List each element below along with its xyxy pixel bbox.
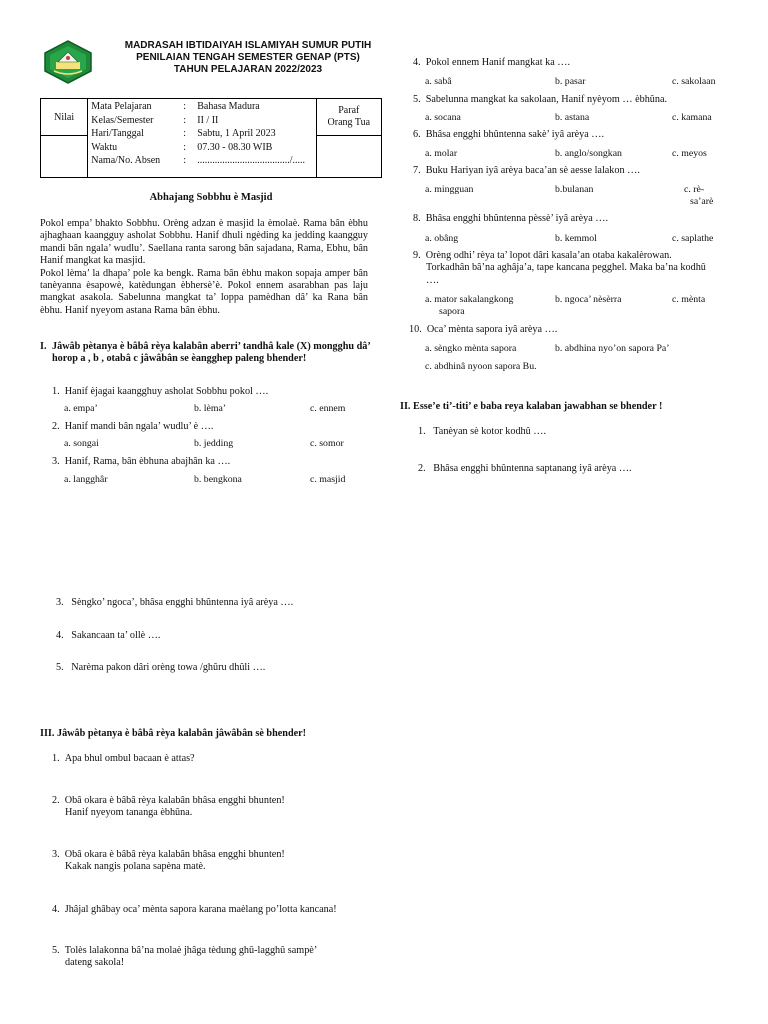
s1-q10-option-c[interactable]: c. abdhinâ nyoon sapora Bu.: [425, 361, 537, 372]
info-row-name: Nama/No. Absen : ...................................../.....: [88, 154, 315, 168]
s1-q10: 10. Oca’ mènta sapora iyâ arèya ….: [409, 324, 558, 335]
s1-q9: 9. Orèng odhi’ rèya ta’ lopot dâri kasala’an otaba kakalèrowan. Torkadhân bâ’na aghâja’a, tape kancana pegghel. Maka ba’na kodhû ….: [413, 250, 706, 286]
s1-q8-option-b[interactable]: b. kemmol: [555, 233, 597, 244]
s1-q8-option-a[interactable]: a. obâng: [425, 233, 459, 244]
s3-q4[interactable]: 4. Jhâjal ghâbay oca’ mènta sapora karana maèlang po’lotta kancana!: [52, 904, 337, 915]
s1-q1-option-c[interactable]: c. ennem: [310, 403, 346, 414]
section1-number: I.: [40, 341, 47, 352]
school-name: MADRASAH IBTIDAIYAH ISLAMIYAH SUMUR PUTIH: [124, 40, 372, 51]
section3-title: III. Jâwâb pètanya è bâbâ rèya kalabân jâwâbân sè bhender!: [40, 728, 307, 739]
s1-q2-option-c[interactable]: c. somor: [310, 438, 344, 449]
s1-q5-option-c[interactable]: c. kamana: [672, 112, 712, 123]
reading-paragraph-1: Pokol empa’ bhakto Sobbhu. Orèng adzan è masjid la èmolaè. Rama bân èbhu ajhaghaan kaangguy asholat Sobbhu. Hanif dhuli ngèding ka jedding kaangguy mandi bân ngala’ wudlu’. Saellana ranta sarong bân sajadana, Rama, Ebhu, bân Hanif mangkat ka masjid.: [40, 218, 368, 267]
s1-q2-option-b[interactable]: b. jedding: [194, 438, 234, 449]
reading-passage: [40, 218, 368, 317]
s1-q7-option-b[interactable]: b.bulanan: [555, 184, 594, 195]
info-row-time: Waktu : 07.30 - 08.30 WIB: [88, 141, 315, 155]
class-value: II / II: [197, 114, 219, 126]
s2-q1[interactable]: 1. Tanèyan sè kotor kodhû ….: [418, 426, 547, 437]
nilai-label: Nilai: [54, 111, 75, 123]
date-value: Sabtu, 1 April 2023: [197, 128, 276, 139]
s2-q2[interactable]: 2. Bhâsa engghi bhûntenna saptanang iyâ arèya ….: [418, 463, 632, 474]
info-row-subject: Mata Pelajaran : Bahasa Madura: [88, 100, 315, 114]
s1-q6-option-a[interactable]: a. molar: [425, 148, 458, 159]
s1-q1-option-a[interactable]: a. empa’: [64, 403, 98, 414]
name-field[interactable]: ...................................../.....: [197, 155, 306, 166]
s1-q10-option-a[interactable]: a. sèngko mènta sapora: [425, 343, 517, 354]
s1-q2-option-a[interactable]: a. songai: [64, 438, 99, 449]
paraf-signature-box[interactable]: [316, 136, 381, 178]
time-value: 07.30 - 08.30 WIB: [197, 141, 273, 153]
info-row-date: Hari/Tanggal : Sabtu, 1 April 2023: [88, 127, 315, 141]
reading-title: Abhajang Sobbhu è Masjid: [149, 192, 273, 203]
s1-q9-option-c[interactable]: c. mènta: [672, 294, 706, 305]
s1-q5-option-a[interactable]: a. socana: [425, 112, 461, 123]
s1-q2: 2. Hanif mandi bân ngala’ wudlu’ è ….: [52, 421, 214, 432]
s3-q1[interactable]: 1. Apa bhul ombul bacaan è attas?: [52, 753, 195, 764]
s1-q4-option-a[interactable]: a. sabâ: [425, 76, 452, 87]
s1-q3-option-c[interactable]: c. masjid: [310, 474, 346, 485]
s1-q1-option-b[interactable]: b. lèma’: [194, 403, 227, 414]
orang-tua-label: Orang Tua: [327, 117, 371, 128]
s1-q6-option-c[interactable]: c. meyos: [672, 148, 707, 159]
s1-q3: 3. Hanif, Rama, bân èbhuna abajhân ka ….: [52, 456, 231, 467]
s1-q9-option-b[interactable]: b. ngoca’ nèsèrra: [555, 294, 622, 305]
s1-q4-option-b[interactable]: b. pasar: [555, 76, 586, 87]
s3-q2[interactable]: 2. Obâ okara è bâbâ rèya kalabân bhâsa engghi bhunten! Hanif nyeyom tananga èbhûna.: [52, 795, 285, 819]
subject-value: Bahasa Madura: [197, 101, 260, 112]
s3-q3[interactable]: 3. Obâ okara è bâbâ rèya kalabân bhâsa engghi bhunten! Kakak nangis polana sapèna matè.: [52, 849, 285, 873]
s1-q7-option-c[interactable]: c. rè- sa’arè: [684, 184, 714, 207]
s1-q8: 8. Bhâsa engghi bhûntenna pèssè’ iyâ arèya ….: [413, 213, 609, 224]
student-info-table: [40, 98, 382, 178]
s1-q4: 4. Pokol ennem Hanif mangkat ka ….: [413, 57, 571, 68]
s1-q4-option-c[interactable]: c. sakolaan: [672, 76, 716, 87]
paraf-cell: [316, 99, 381, 136]
paraf-label: Paraf: [338, 105, 360, 116]
info-row-class: Kelas/Semester : II / II: [88, 114, 315, 128]
info-rows-cell: [88, 99, 316, 178]
s2-q5[interactable]: 5. Narèma pakon dâri orèng towa /ghûru dhûli ….: [56, 662, 266, 673]
s1-q7-option-a[interactable]: a. mingguan: [425, 184, 474, 195]
s1-q10-option-b[interactable]: b. abdhina nyo’on sapora Pa’: [555, 343, 670, 354]
s2-q3[interactable]: 3. Sèngko’ ngoca’, bhâsa engghi bhûntenna iyâ arèya ….: [56, 597, 294, 608]
s2-q4[interactable]: 4. Sakancaan ta’ ollè ….: [56, 630, 161, 641]
s1-q6-option-b[interactable]: b. anglo/songkan: [555, 148, 622, 159]
reading-paragraph-2: Pokol lèma’ la dhapa’ pole ka bengk. Rama bân èbhu makon sopaja amper bân tanèyanna èsapowè, katèdungan èbhersè’è. Pokol ennem asarabhan pas laju mangkat asakola. Sabelunna mangkat ta’ loppa pamèdhan dâ’ ka Rana bân èbhu. Hanif nyeyom astana Rama bân èbhu.: [40, 267, 368, 316]
s1-q5: 5. Sabelunna mangkat ka sakolaan, Hanif nyèyom … èbhûna.: [413, 94, 668, 105]
nilai-cell: [41, 99, 88, 136]
s1-q9-option-a[interactable]: a. mator sakalangkong sapora: [425, 294, 514, 317]
school-emblem-icon: [42, 40, 94, 84]
header-block: [98, 40, 398, 76]
s1-q3-option-b[interactable]: b. bengkona: [194, 474, 242, 485]
s1-q5-option-b[interactable]: b. astana: [555, 112, 590, 123]
s3-q5[interactable]: 5. Tolès lalakonna bâ’na molaè jhâga tèdung ghû-lagghû sampè’ dateng sakola!: [52, 945, 318, 969]
nilai-value-box[interactable]: [41, 136, 88, 178]
s1-q7: 7. Buku Hariyan iyâ arèya baca’an sè aesse lalakon ….: [413, 165, 640, 176]
section1-instruction: Jâwâb pètanya è bâbâ rèya kalabân aberri’ tandhâ kale (X) mongghu dâ’ horop a , b , otabâ c jâwâbân se èangghep paleng bhender!: [52, 341, 371, 365]
section2-title: II. Esse’e ti’-titi’ e baba reya kalaban jawabhan se bhender !: [400, 401, 663, 412]
s1-q8-option-c[interactable]: c. saplathe: [672, 233, 714, 244]
academic-year: TAHUN PELAJARAN 2022/2023: [173, 64, 323, 75]
s1-q1: 1. Hanif èjagai kaangghuy asholat Sobbhu pokol ….: [52, 386, 269, 397]
exam-name: PENILAIAN TENGAH SEMESTER GENAP (PTS): [136, 52, 360, 63]
s1-q6: 6. Bhâsa engghi bhûntenna sakè’ iyâ arèya ….: [413, 129, 605, 140]
s1-q3-option-a[interactable]: a. langghâr: [64, 474, 108, 485]
